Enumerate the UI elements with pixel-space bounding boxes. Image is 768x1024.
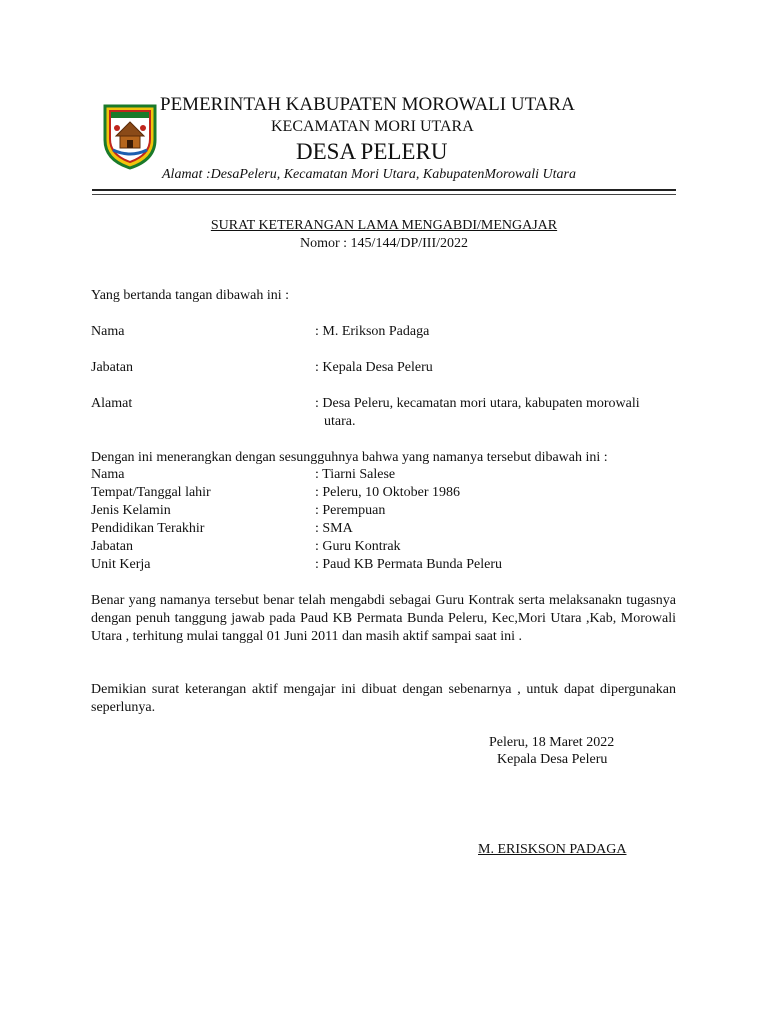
subject-value: : Peleru, 10 Oktober 1986 [315,485,461,500]
subject-value: : Paud KB Permata Bunda Peleru [315,557,503,572]
letter-title: SURAT KETERANGAN LAMA MENGABDI/MENGAJAR [210,218,558,233]
signature-position: Kepala Desa Peleru [497,752,608,767]
signature-place-date: Peleru, 18 Maret 2022 [489,735,615,750]
signer-name-value: : M. Erikson Padaga [315,324,430,339]
signer-address-value: : Desa Peleru, kecamatan mori utara, kabupaten morowali [315,396,640,411]
statement-text: Dengan ini menerangkan dengan sesungguhnya bahwa yang namanya tersebut dibawah ini : [91,450,608,465]
regency-logo [101,100,159,170]
body-paragraph-service: Benar yang namanya tersebut benar telah mengabdi sebagai Guru Kontrak serta melaksanakn tugasnya dengan penuh tanggung jawab pada Paud KB Permata Bunda Peleru, Kec,Mori Utara ,Kab, Morowali Utara , terhitung mulai tanggal 01 Juni 2011 dan masih aktif sampai saat ini . [91,593,676,644]
letterhead-district: KECAMATAN MORI UTARA [271,118,474,135]
letterhead-address: Alamat :DesaPeleru, Kecamatan Mori Utara, KabupatenMorowali Utara [162,167,577,182]
subject-label: Jenis Kelamin [91,503,171,518]
letterhead-divider-thick [92,189,676,191]
subject-value: : Tiarni Salese [315,467,396,482]
intro-text: Yang bertanda tangan dibawah ini : [91,288,290,303]
subject-label: Pendidikan Terakhir [91,521,205,536]
letter-number: Nomor : 145/144/DP/III/2022 [300,236,468,251]
body-paragraph-closing: Demikian surat keterangan aktif mengajar ini dibuat dengan sebenarnya , untuk dapat dipergunakan seperlunya. [91,682,676,715]
signer-address-value-cont: utara. [324,414,356,429]
letterhead-divider-thin [92,194,676,195]
signer-position-label: Jabatan [91,360,133,375]
subject-value: : Guru Kontrak [315,539,401,554]
signature-name: M. ERISKSON PADAGA [478,842,627,857]
subject-label: Unit Kerja [91,557,151,572]
subject-label: Jabatan [91,539,133,554]
signer-address-label: Alamat [91,396,133,411]
subject-value: : SMA [315,521,353,536]
letterhead-village: DESA PELERU [296,139,448,164]
subject-value: : Perempuan [315,503,386,518]
signer-position-value: : Kepala Desa Peleru [315,360,433,375]
signer-name-label: Nama [91,324,125,339]
letterhead-government: PEMERINTAH KABUPATEN MOROWALI UTARA [160,94,575,115]
subject-label: Nama [91,467,125,482]
subject-label: Tempat/Tanggal lahir [91,485,211,500]
